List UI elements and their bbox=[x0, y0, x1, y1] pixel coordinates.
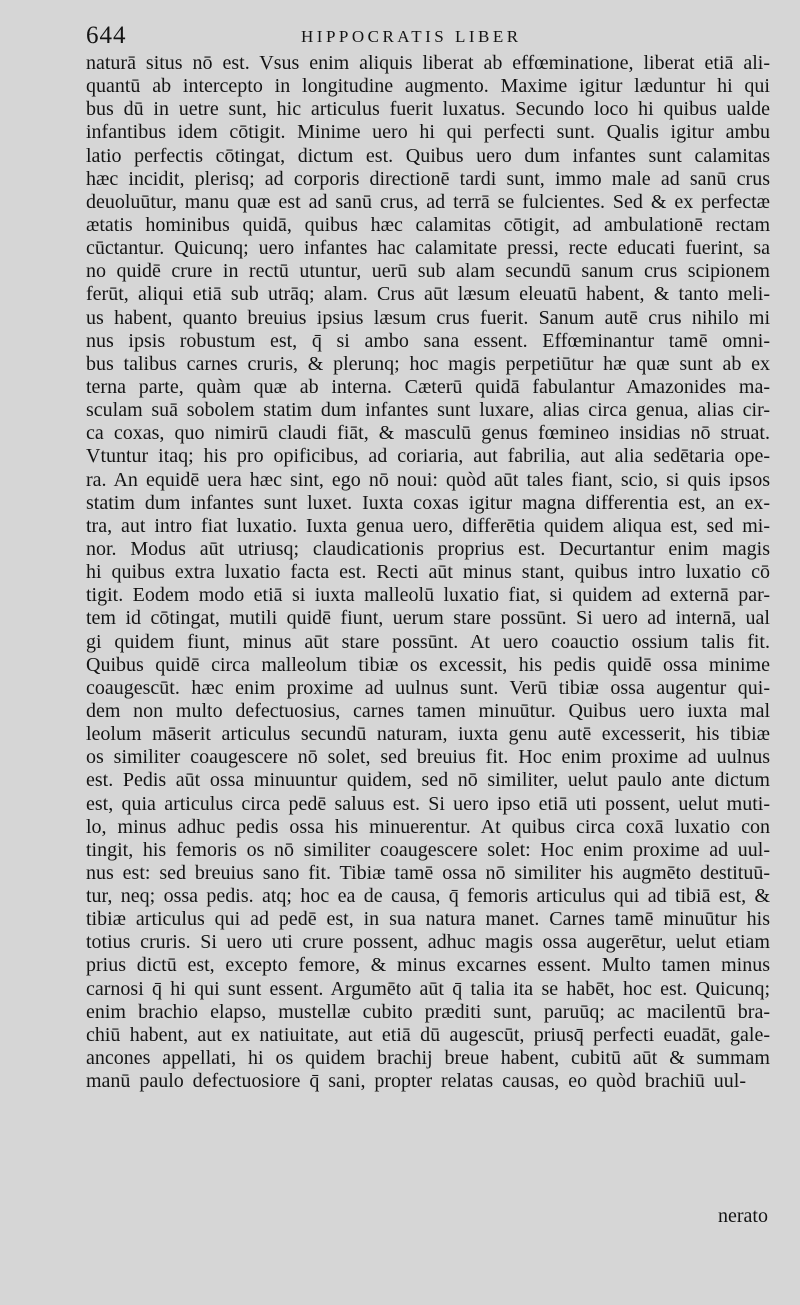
text-line: tingit, his femoris os nō similiter coaugescere solet: Hoc enim proxime ad uul- bbox=[86, 838, 770, 861]
text-line: coaugescūt. hæc enim proxime ad uulnus sunt. Verū tibiæ ossa augentur qui- bbox=[86, 676, 770, 699]
text-line: lo, minus adhuc pedis ossa his minuerentur. At quibus circa coxā luxatio con bbox=[86, 815, 770, 838]
text-line: nus est: sed breuius sano fit. Tibiæ tamē ossa nō similiter his augmēto destituū- bbox=[86, 861, 770, 884]
text-line: quantū ab intercepto in longitudine augmento. Maxime igitur læduntur hi qui bbox=[86, 75, 770, 98]
text-line: ancones appellati, hi os quidem brachij breue habent, cubitū aūt & summam bbox=[86, 1047, 770, 1070]
page-number: 644 bbox=[86, 22, 127, 49]
text-line: tigit. Eodem modo etiā si iuxta malleolū luxatio fiat, si quidem ad externā par- bbox=[86, 584, 770, 607]
text-line: dem non multo defectuosius, carnes tamen minuūtur. Quibus uero iuxta mal bbox=[86, 699, 770, 722]
text-line: bus dū in uetre sunt, hic articulus fuerit luxatus. Secundo loco hi quibus ualde bbox=[86, 98, 770, 121]
text-line: deuoluūtur, manu quæ est ad sanū crus, ad terrā se fulcientes. Sed & ex perfectæ bbox=[86, 190, 770, 213]
text-line: ætatis hominibus quidā, quibus hæc calamitas cōtigit, ad ambulationē rectam bbox=[86, 213, 770, 236]
text-line: Quibus quidē circa malleolum tibiæ os excessit, his pedis quidē ossa minime bbox=[86, 653, 770, 676]
catchword: nerato bbox=[718, 1205, 768, 1227]
text-line: infantibus idem cōtigit. Minime uero hi qui perfecti sunt. Qualis igitur ambu bbox=[86, 121, 770, 144]
text-line: prius dictū est, excepto femore, & minus excarnes essent. Multo tamen minus bbox=[86, 954, 770, 977]
text-line: ferūt, aliqui etiā sub utrāq; alam. Crus aūt læsum eleuatū habent, & tanto meli- bbox=[86, 283, 770, 306]
text-line: us habent, quanto breuius ipsius læsum crus fuerit. Sanum autē crus nihilo mi bbox=[86, 306, 770, 329]
text-line: leolum māserit articulus secundū naturam, iuxta genu autē excesserit, his tibiæ bbox=[86, 723, 770, 746]
text-line: hi quibus extra luxatio facta est. Recti aūt minus stant, quibus intro luxatio cō bbox=[86, 561, 770, 584]
text-line: ca coxas, quo nimirū claudi fiāt, & masculū genus fœmineo insidias nō struat. bbox=[86, 422, 770, 445]
text-line: manū paulo defectuosiore q̄ sani, propter relatas causas, eo quòd brachiū uul- bbox=[86, 1070, 746, 1093]
text-line: totius cruris. Si uero uti crure possent, adhuc magis ossa augerētur, uelut etiam bbox=[86, 931, 770, 954]
text-line: latio perfectis cōtingat, dictum est. Quibus uero dum infantes sunt calamitas bbox=[86, 144, 770, 167]
running-head: HIPPOCRATIS LIBER bbox=[301, 27, 522, 46]
text-line: tur, neq; ossa pedis. atq; hoc ea de causa, q̄ femoris articulus qui ad tibiā est, & bbox=[86, 885, 770, 908]
text-line: tibiæ articulus qui ad pedē est, in sua natura manet. Carnes tamē minuūtur his bbox=[86, 908, 770, 931]
text-line: naturā situs nō est. Vsus enim aliquis liberat ab effœminatione, liberat etiā ali- bbox=[86, 52, 770, 74]
text-line: tem id cōtingat, mutili quidē fiunt, uerum stare possūnt. Si uero ad internā, ual bbox=[86, 607, 770, 630]
text-line: tra, aut intro fiat luxatio. Iuxta genua uero, differētia quidem aliqua est, sed mi- bbox=[86, 514, 770, 537]
text-line: sculam suā sobolem statim dum infantes sunt luxare, alias circa genua, alias cir- bbox=[86, 399, 770, 422]
text-line: Vtuntur itaq; his pro opificibus, ad coriaria, aut fabrilia, aut alia sedētaria ope- bbox=[86, 445, 770, 468]
text-line: cūctantur. Quicunq; uero infantes hac calamitate pressi, recte educati fuerint, sa bbox=[86, 237, 770, 260]
text-line: os similiter coaugescere nō solet, sed breuius fit. Hoc enim proxime ad uulnus bbox=[86, 746, 770, 769]
text-line: carnosi q̄ hi qui sunt essent. Argumēto aūt q̄ talia ita se habēt, hoc est. Quicunq; bbox=[86, 977, 770, 1000]
text-line: ra. An equidē uera hæc sint, ego nō noui: quòd aūt tales fiant, scio, si quis ipsos bbox=[86, 468, 770, 491]
text-line: nor. Modus aūt utriusq; claudicationis proprius est. Decurtantur enim magis bbox=[86, 537, 770, 560]
text-line: bus talibus carnes cruris, & plerunq; hoc magis perpetiūtur hæ quæ sunt ab ex bbox=[86, 352, 770, 375]
text-line: hæc incidit, plerisq; ad corporis directionē tardi sunt, immo male ad sanū crus bbox=[86, 167, 770, 190]
text-line: gi quidem fiunt, minus aūt stare possūnt. At uero coauctio ossium talis fit. bbox=[86, 630, 770, 653]
text-line: chiū habent, aut ex natiuitate, aut etiā dū augescūt, priusq̄ perfecti euadāt, gale- bbox=[86, 1023, 770, 1046]
page-header bbox=[86, 22, 726, 50]
text-line: est. Pedis aūt ossa minuuntur quidem, sed nō similiter, uelut paulo ante dictum bbox=[86, 769, 770, 792]
text-line: terna parte, quàm quæ ab interna. Cæterū quidā fabulantur Amazonides ma- bbox=[86, 375, 770, 398]
text-line: enim brachio elapso, mustellæ cubito præditi sunt, paruūq; ac macilentū bra- bbox=[86, 1000, 770, 1023]
text-line: nus ipsis robustum est, q̄ si ambo sana essent. Effœminantur tamē omni- bbox=[86, 329, 770, 352]
text-line: statim dum infantes sunt luxet. Iuxta coxas igitur magna differentia est, an ex- bbox=[86, 491, 770, 514]
text-line: est, quia articulus circa pedē saluus est. Si uero ipso etiā uti possent, uelut muti- bbox=[86, 792, 770, 815]
text-line: no quidē crure in rectū utuntur, uerū sub alam secundū sanum crus scipionem bbox=[86, 260, 770, 283]
body-text bbox=[86, 52, 770, 1093]
